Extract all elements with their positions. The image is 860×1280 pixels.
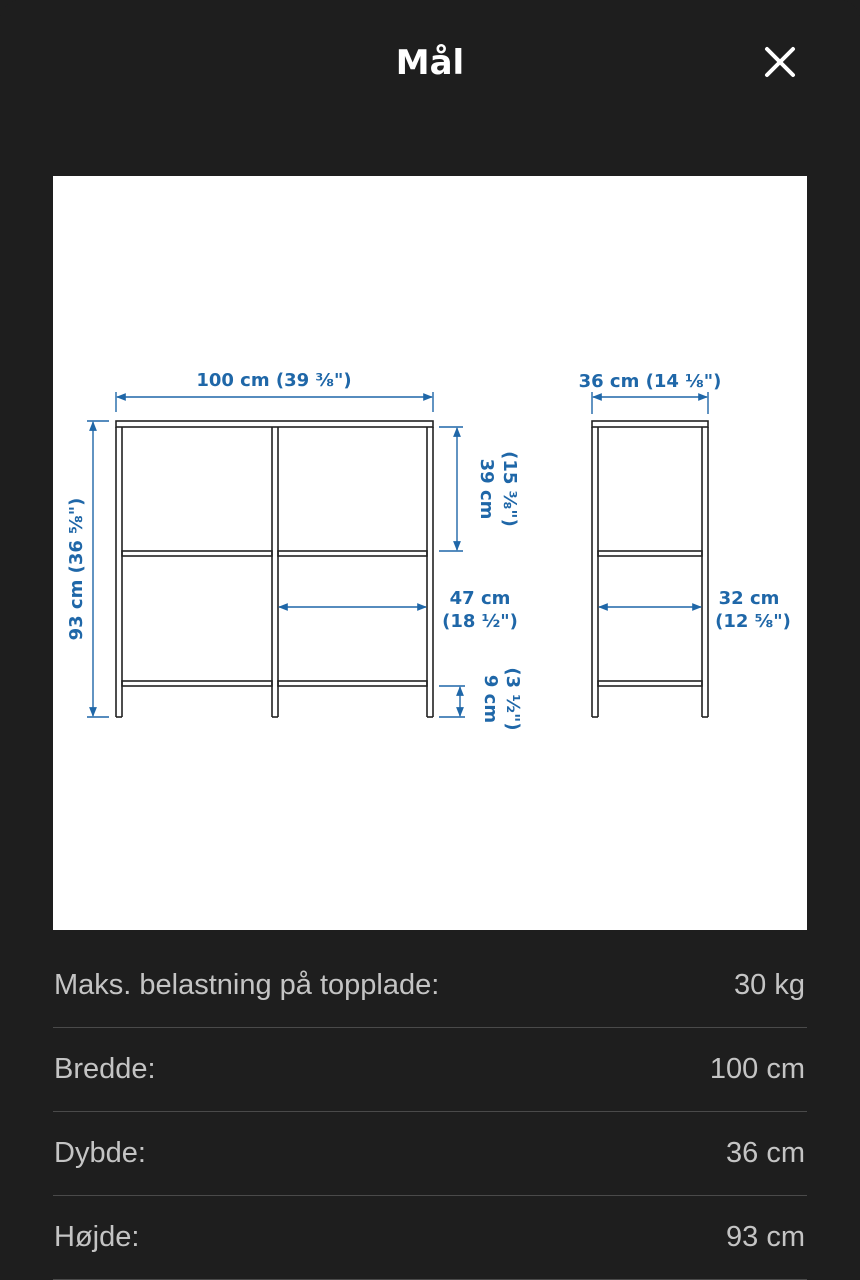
side-depth-label: 36 cm (14 ⅛") bbox=[578, 371, 722, 392]
dimension-diagram bbox=[53, 176, 807, 930]
spec-value: 36 cm bbox=[726, 1137, 805, 1169]
spec-value: 30 kg bbox=[734, 969, 805, 1001]
spec-row-width bbox=[53, 1028, 807, 1112]
spec-label: Højde: bbox=[54, 1221, 140, 1253]
spec-row-max-load bbox=[53, 944, 807, 1028]
spec-label: Maks. belastning på topplade: bbox=[54, 969, 440, 1001]
front-width-label: 100 cm (39 ⅜") bbox=[196, 370, 352, 391]
front-view bbox=[116, 421, 433, 717]
close-icon bbox=[763, 45, 797, 79]
inner-depth-cm-label: 32 cm bbox=[718, 588, 780, 609]
inner-depth-in-label: (12 ⅝") bbox=[715, 611, 791, 632]
inner-width-in-label: (18 ½") bbox=[442, 611, 518, 632]
top-compartment-in-label: (15 ⅜") bbox=[499, 451, 520, 527]
side-view bbox=[592, 421, 708, 717]
inner-width-cm-label: 47 cm bbox=[449, 588, 511, 609]
height-label: 93 cm (36 ⅝") bbox=[66, 497, 87, 641]
dimension-lines bbox=[87, 392, 708, 717]
spec-value: 100 cm bbox=[709, 1053, 805, 1085]
sheet-header bbox=[0, 0, 860, 130]
spec-row-depth bbox=[53, 1112, 807, 1196]
bottom-clearance-cm-label: 9 cm bbox=[480, 674, 501, 724]
spec-label: Bredde: bbox=[54, 1053, 156, 1085]
spec-row-height bbox=[53, 1196, 807, 1280]
close-button[interactable] bbox=[756, 40, 804, 84]
spec-label: Dybde: bbox=[54, 1137, 146, 1169]
spec-value: 93 cm bbox=[726, 1221, 805, 1253]
top-compartment-cm-label: 39 cm bbox=[476, 458, 497, 520]
dimension-drawing bbox=[53, 176, 807, 930]
page-title: Mål bbox=[395, 43, 465, 83]
specs-list bbox=[53, 944, 807, 1280]
bottom-clearance-in-label: (3 ½") bbox=[502, 667, 523, 731]
